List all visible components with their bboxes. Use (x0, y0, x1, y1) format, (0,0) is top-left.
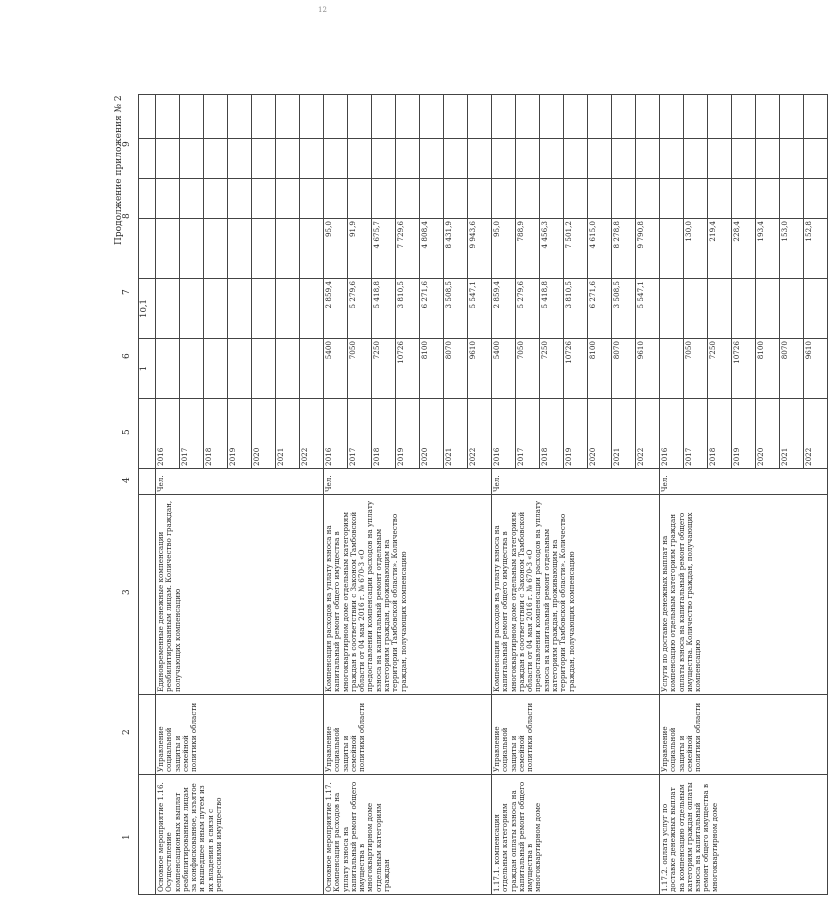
value-cell: 228,4 (732, 219, 756, 279)
value-cell (324, 139, 348, 179)
executor-cell: Управление социальной защиты и семейной политики области (660, 695, 828, 775)
value-cell: 9 790,8 (636, 219, 660, 279)
value-cell: 130,0 (684, 219, 708, 279)
value-cell: 788,9 (516, 219, 540, 279)
value-cell (300, 179, 324, 219)
year-cell: 2016 (660, 399, 684, 469)
value-cell (468, 179, 492, 219)
value-cell (684, 279, 708, 339)
year-cell: 2019 (228, 399, 252, 469)
value-cell (228, 95, 252, 139)
indicator-cell: Компенсация расходов на уплату взноса на капитальный ремонт общего имущества в многоквартирном доме отдельным категориям граждан в соответствии с Законом Тамбовской области от 04 мая 2016 г. № 670-З «О предоставлении компенсации расходов на уплату взноса на капитальный ремонт отдельным категориям граждан, проживающим на территории Тамбовской области». Количество граждан, получающих компенсацию (324, 495, 492, 695)
value-cell: 5 279,6 (348, 279, 372, 339)
year-cell: 2019 (564, 399, 588, 469)
value-cell (492, 179, 516, 219)
value-cell (180, 339, 204, 399)
value-cell (660, 339, 684, 399)
value-cell: 2 859,4 (324, 279, 348, 339)
value-cell (684, 95, 708, 139)
value-cell (444, 179, 468, 219)
year-cell: 2018 (540, 399, 564, 469)
value-cell (516, 179, 540, 219)
column-number-row (120, 95, 138, 895)
value-cell: 7250 (540, 339, 564, 399)
value-cell (348, 179, 372, 219)
year-cell: 2021 (612, 399, 636, 469)
value-cell (804, 95, 828, 139)
year-cell: 2020 (588, 399, 612, 469)
value-cell (372, 139, 396, 179)
value-cell (276, 279, 300, 339)
header-value: 1 (139, 339, 156, 399)
value-cell: 8100 (756, 339, 780, 399)
appendix-note: Продолжение приложения № 2 (114, 95, 124, 245)
value-cell (300, 95, 324, 139)
value-cell: 3 508,5 (444, 279, 468, 339)
value-cell: 7050 (516, 339, 540, 399)
value-cell: 7 501,2 (564, 219, 588, 279)
value-cell: 91,9 (348, 219, 372, 279)
value-cell (180, 279, 204, 339)
value-cell: 10726 (396, 339, 420, 399)
value-cell (684, 139, 708, 179)
executor-cell: Управление социальной защиты и семейной политики области (156, 695, 324, 775)
unit-cell: Чел. (324, 469, 492, 495)
value-cell (252, 219, 276, 279)
value-cell (444, 95, 468, 139)
year-cell: 2020 (252, 399, 276, 469)
value-cell (588, 95, 612, 139)
value-cell (300, 339, 324, 399)
value-cell (156, 279, 180, 339)
value-cell (516, 139, 540, 179)
column-number: 9 (122, 141, 132, 147)
rotated-table-sheet (110, 95, 813, 895)
sections-body (156, 95, 828, 895)
column-number: 3 (122, 589, 132, 595)
year-cell: 2019 (732, 399, 756, 469)
value-cell: 7050 (348, 339, 372, 399)
column-number: 7 (122, 289, 132, 295)
year-cell: 2020 (420, 399, 444, 469)
value-cell (660, 179, 684, 219)
year-cell: 2018 (204, 399, 228, 469)
table-row (660, 95, 684, 895)
value-cell (204, 219, 228, 279)
value-cell (420, 179, 444, 219)
year-cell: 2021 (276, 399, 300, 469)
value-cell (708, 95, 732, 139)
column-number: 1 (122, 834, 132, 840)
year-cell: 2019 (396, 399, 420, 469)
indicator-cell: Единовременные денежные компенсации реабилитированным лицам. Количество граждан, получающих компенсацию (156, 495, 324, 695)
value-cell: 10726 (732, 339, 756, 399)
value-cell: 3 508,5 (612, 279, 636, 339)
value-cell (804, 279, 828, 339)
year-cell: 2018 (708, 399, 732, 469)
value-cell (588, 179, 612, 219)
value-cell (396, 179, 420, 219)
executor-cell: Управление социальной защиты и семейной политики области (492, 695, 660, 775)
value-cell: 4 675,7 (372, 219, 396, 279)
value-cell: 8 278,8 (612, 219, 636, 279)
value-cell (228, 179, 252, 219)
event-cell: Основное мероприятие 1.17. Компенсация расходов на уплату взноса на капитальный ремонт общего имущества в многоквартирном доме отдельным категориям граждан (324, 775, 492, 895)
value-cell (780, 139, 804, 179)
value-cell: 95,0 (492, 219, 516, 279)
value-cell (180, 179, 204, 219)
year-cell: 2016 (156, 399, 180, 469)
value-cell (660, 95, 684, 139)
executor-cell: Управление социальной защиты и семейной политики области (324, 695, 492, 775)
value-cell (660, 139, 684, 179)
value-cell (588, 139, 612, 179)
value-cell (204, 339, 228, 399)
value-cell (324, 95, 348, 139)
value-cell: 5 547,1 (636, 279, 660, 339)
value-cell: 153,0 (780, 219, 804, 279)
value-cell (348, 95, 372, 139)
value-cell (660, 279, 684, 339)
value-cell (444, 139, 468, 179)
value-cell: 6 271,6 (420, 279, 444, 339)
year-cell: 2017 (180, 399, 204, 469)
value-cell (612, 139, 636, 179)
event-cell: Основное мероприятие 1.16. Осуществление компенсационных выплат реабилитированным лицам за конфискованное, изъятое и вышедшее иным путем из их владения в связи с репрессиями имущество (156, 775, 324, 895)
value-cell: 5 418,8 (540, 279, 564, 339)
value-cell (396, 139, 420, 179)
indicator-cell: Услуги по доставке денежных выплат на компенсацию отдельным категориям граждан оплаты взноса на капитальный ремонт общего имущества. Количество граждан, получающих компенсацию (660, 495, 828, 695)
value-cell (540, 179, 564, 219)
value-cell (276, 95, 300, 139)
value-cell (372, 95, 396, 139)
value-cell (156, 219, 180, 279)
value-cell: 8100 (588, 339, 612, 399)
column-number: 2 (122, 729, 132, 735)
unit-cell: Чел. (156, 469, 324, 495)
year-cell: 2016 (324, 399, 348, 469)
value-cell (708, 179, 732, 219)
value-cell (180, 95, 204, 139)
value-cell (156, 339, 180, 399)
value-cell (372, 179, 396, 219)
value-cell (612, 95, 636, 139)
value-cell (564, 179, 588, 219)
year-cell: 2020 (756, 399, 780, 469)
page-number: 12 (318, 6, 327, 14)
indicator-cell: Компенсация расходов на уплату взноса на капитальный ремонт общего имущества в многоквартирном доме отдельным категориям граждан в соответствии с Законом Тамбовской области от 04 мая 2016 г. № 670-З «О предоставлении компенсации расходов на уплату взноса на капитальный ремонт отдельным категориям граждан, проживающим на территории Тамбовской области». Количество граждан, получающих компенсацию (492, 495, 660, 695)
value-cell: 10726 (564, 339, 588, 399)
value-cell (300, 279, 324, 339)
value-cell: 8070 (780, 339, 804, 399)
column-number: 5 (122, 429, 132, 435)
header-value: 10,1 (139, 279, 156, 339)
year-cell: 2021 (444, 399, 468, 469)
year-cell: 2018 (372, 399, 396, 469)
year-cell: 2017 (516, 399, 540, 469)
year-cell: 2022 (636, 399, 660, 469)
program-table (138, 94, 828, 895)
value-cell (540, 95, 564, 139)
value-cell: 193,4 (756, 219, 780, 279)
year-cell: 2016 (492, 399, 516, 469)
value-cell (804, 179, 828, 219)
year-cell: 2022 (804, 399, 828, 469)
value-cell (204, 179, 228, 219)
value-cell (564, 95, 588, 139)
value-cell (156, 95, 180, 139)
year-cell: 2017 (348, 399, 372, 469)
value-cell: 8070 (444, 339, 468, 399)
value-cell (228, 279, 252, 339)
value-cell: 8 431,9 (444, 219, 468, 279)
value-cell (780, 179, 804, 219)
column-number: 6 (122, 353, 132, 359)
value-cell: 3 810,5 (564, 279, 588, 339)
value-cell (204, 95, 228, 139)
table-row (156, 95, 180, 895)
value-cell (252, 95, 276, 139)
value-cell (756, 95, 780, 139)
value-cell (420, 139, 444, 179)
value-cell (516, 95, 540, 139)
value-cell: 4 615,0 (588, 219, 612, 279)
value-cell: 9610 (636, 339, 660, 399)
table-row (492, 95, 516, 895)
value-cell: 219,4 (708, 219, 732, 279)
value-cell (732, 179, 756, 219)
value-cell (204, 139, 228, 179)
column-number: 4 (122, 477, 132, 483)
value-cell (540, 139, 564, 179)
value-cell (180, 139, 204, 179)
value-cell: 2 859,4 (492, 279, 516, 339)
value-cell (252, 339, 276, 399)
value-cell: 5 547,1 (468, 279, 492, 339)
value-cell: 6 271,6 (588, 279, 612, 339)
value-cell (732, 279, 756, 339)
value-cell: 9610 (468, 339, 492, 399)
value-cell: 5 279,6 (516, 279, 540, 339)
value-cell: 4 808,4 (420, 219, 444, 279)
value-cell (468, 139, 492, 179)
value-cell (228, 219, 252, 279)
value-cell (756, 279, 780, 339)
value-cell: 7050 (684, 339, 708, 399)
value-cell: 5400 (492, 339, 516, 399)
value-cell: 3 810,5 (396, 279, 420, 339)
value-cell (660, 219, 684, 279)
event-cell: 1.17.2. оплата услуг по доставке денежных выплат на компенсацию отдельным категориям граждан оплаты взноса на капитальный ремонт общего имущества в многоквартирном доме (660, 775, 828, 895)
unit-cell: Чел. (660, 469, 828, 495)
value-cell: 152,8 (804, 219, 828, 279)
year-cell: 2017 (684, 399, 708, 469)
value-cell (252, 139, 276, 179)
value-cell (300, 139, 324, 179)
value-cell: 5400 (324, 339, 348, 399)
value-cell (204, 279, 228, 339)
year-cell: 2022 (300, 399, 324, 469)
value-cell (780, 279, 804, 339)
value-cell (708, 279, 732, 339)
unit-cell: Чел. (492, 469, 660, 495)
value-cell (396, 95, 420, 139)
value-cell: 7 729,6 (396, 219, 420, 279)
value-cell (276, 139, 300, 179)
value-cell (780, 95, 804, 139)
value-cell: 9 943,6 (468, 219, 492, 279)
value-cell (708, 139, 732, 179)
value-cell: 4 456,3 (540, 219, 564, 279)
value-cell: 8100 (420, 339, 444, 399)
table-row (324, 95, 348, 895)
value-cell: 7250 (372, 339, 396, 399)
value-cell (636, 139, 660, 179)
value-cell (636, 95, 660, 139)
value-cell (492, 95, 516, 139)
value-cell (804, 139, 828, 179)
value-cell (276, 339, 300, 399)
value-cell: 8070 (612, 339, 636, 399)
value-cell (276, 179, 300, 219)
value-cell (756, 139, 780, 179)
value-cell (276, 219, 300, 279)
value-cell: 7250 (708, 339, 732, 399)
value-cell (612, 179, 636, 219)
value-cell (252, 279, 276, 339)
value-cell (324, 179, 348, 219)
value-cell: 95,0 (324, 219, 348, 279)
value-cell (180, 219, 204, 279)
value-cell (684, 179, 708, 219)
value-cell (252, 179, 276, 219)
value-cell (300, 219, 324, 279)
year-cell: 2022 (468, 399, 492, 469)
column-number: 8 (122, 213, 132, 219)
value-cell (756, 179, 780, 219)
value-cell (348, 139, 372, 179)
value-cell (420, 95, 444, 139)
value-cell (564, 139, 588, 179)
value-cell (492, 139, 516, 179)
value-cell (732, 139, 756, 179)
value-cell (636, 179, 660, 219)
value-cell (228, 139, 252, 179)
year-cell: 2021 (780, 399, 804, 469)
value-cell (468, 95, 492, 139)
event-cell: 1.17.1. компенсация отдельным категориям граждан оплаты взноса на капитальный ремонт общего имущества в многоквартирном доме (492, 775, 660, 895)
header-values-row (139, 95, 156, 895)
value-cell (156, 139, 180, 179)
value-cell: 5 418,8 (372, 279, 396, 339)
value-cell (228, 339, 252, 399)
value-cell: 9610 (804, 339, 828, 399)
value-cell (732, 95, 756, 139)
value-cell (156, 179, 180, 219)
